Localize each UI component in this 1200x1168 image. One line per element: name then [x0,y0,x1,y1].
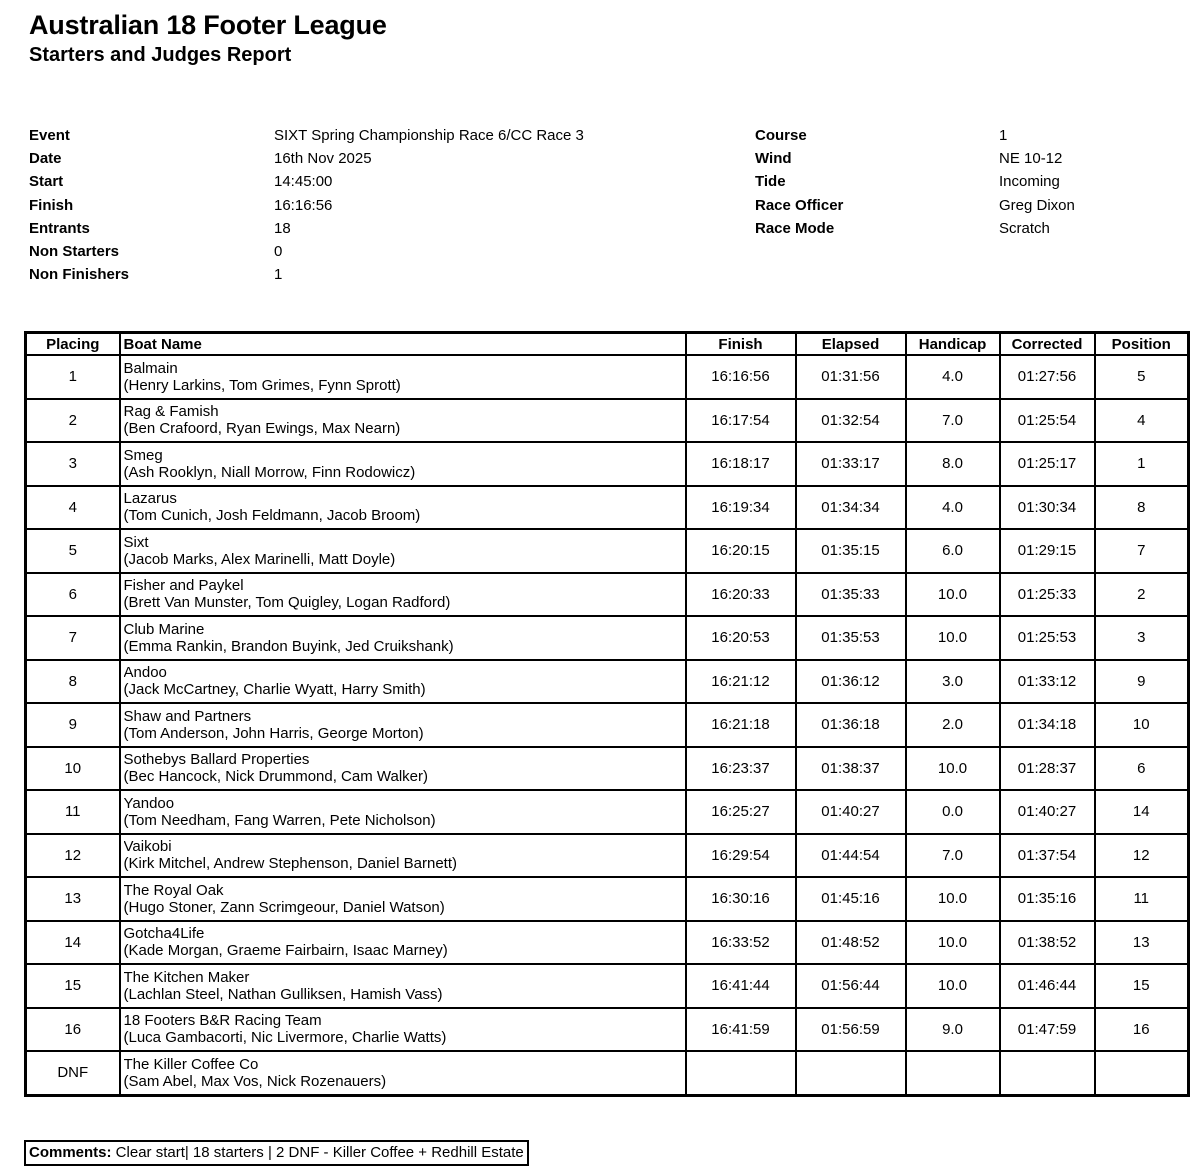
cell-elapsed: 01:48:52 [796,921,906,965]
cell-placing: 10 [26,747,120,791]
cell-corrected [1000,1051,1095,1095]
table-row [26,790,1189,834]
meta-value-finish: 16:16:56 [274,196,333,214]
cell-elapsed: 01:40:27 [796,790,906,834]
table-row [26,747,1189,791]
cell-position: 14 [1095,790,1189,834]
cell-finish: 16:41:59 [686,1008,796,1052]
table-row [26,1051,1189,1095]
boat-name: Sixt [123,533,149,551]
meta-value-date: 16th Nov 2025 [274,150,372,168]
cell-position: 11 [1095,877,1189,921]
meta-value-non-starters: 0 [274,242,283,260]
cell-elapsed [796,1051,906,1095]
boat-crew: (Lachlan Steel, Nathan Gulliksen, Hamish Vass) [123,985,443,1003]
boat-crew: (Brett Van Munster, Tom Quigley, Logan Radford) [123,594,451,612]
boat-name: Sothebys Ballard Properties [123,751,310,769]
boat-crew: (Emma Rankin, Brandon Buyink, Jed Cruikshank) [123,637,454,655]
meta-label-event: Event [29,127,70,144]
boat-crew: (Jacob Marks, Alex Marinelli, Matt Doyle) [123,550,396,568]
cell-elapsed: 01:44:54 [796,834,906,878]
boat-crew: (Henry Larkins, Tom Grimes, Fynn Sprott) [123,376,401,394]
cell-handicap: 7.0 [906,399,1000,443]
cell-handicap: 2.0 [906,703,1000,747]
cell-position: 12 [1095,834,1189,878]
cell-position: 3 [1095,616,1189,660]
cell-position: 1 [1095,442,1189,486]
cell-boat [120,877,686,921]
meta-label-tide: Tide [755,173,786,191]
boat-crew: (Tom Anderson, John Harris, George Morton) [123,724,424,742]
boat-crew: (Hugo Stoner, Zann Scrimgeour, Daniel Watson) [123,898,445,916]
col-header-finish: Finish [686,333,796,356]
cell-corrected: 01:33:12 [1000,660,1095,704]
boat-name: Balmain [123,359,178,377]
meta-label-race-officer: Race Officer [755,196,844,214]
meta-label-date: Date [29,150,62,168]
cell-elapsed: 01:36:12 [796,660,906,704]
cell-position: 8 [1095,486,1189,530]
cell-boat [120,399,686,443]
meta-value-race-mode: Scratch [999,219,1050,237]
cell-elapsed: 01:35:33 [796,573,906,617]
cell-placing: 3 [26,442,120,486]
cell-placing: 7 [26,616,120,660]
cell-placing: 15 [26,964,120,1008]
cell-handicap: 10.0 [906,921,1000,965]
boat-crew: (Tom Cunich, Josh Feldmann, Jacob Broom) [123,507,421,525]
cell-elapsed: 01:56:59 [796,1008,906,1052]
comments-text: Clear start| 18 starters | 2 DNF - Killer Coffee + Redhill Estate [111,1144,524,1161]
cell-boat [120,529,686,573]
cell-position: 4 [1095,399,1189,443]
cell-boat [120,355,686,399]
cell-boat [120,1051,686,1095]
cell-handicap: 4.0 [906,486,1000,530]
cell-corrected: 01:25:33 [1000,573,1095,617]
cell-corrected: 01:37:54 [1000,834,1095,878]
cell-boat [120,442,686,486]
meta-left-values [274,124,584,286]
cell-elapsed: 01:38:37 [796,747,906,791]
col-header-handicap: Handicap [906,333,1000,356]
table-row [26,355,1189,399]
table-row [26,1008,1189,1052]
boat-name: Gotcha4Life [123,925,205,943]
cell-elapsed: 01:32:54 [796,399,906,443]
cell-boat [120,660,686,704]
cell-handicap: 9.0 [906,1008,1000,1052]
cell-corrected: 01:25:54 [1000,399,1095,443]
col-header-placing: Placing [26,333,120,356]
meta-label-wind: Wind [755,150,792,168]
cell-placing: 12 [26,834,120,878]
boat-name: Fisher and Paykel [123,577,244,595]
comments-label: Comments: [29,1144,112,1161]
meta-value-non-finishers: 1 [274,266,283,284]
cell-boat [120,964,686,1008]
cell-placing: 11 [26,790,120,834]
cell-finish: 16:25:27 [686,790,796,834]
cell-finish: 16:21:18 [686,703,796,747]
cell-handicap: 10.0 [906,616,1000,660]
meta-label-course: Course [755,127,807,144]
boat-name: Yandoo [123,794,175,812]
table-row [26,964,1189,1008]
meta-right-labels [755,124,843,240]
cell-placing: 1 [26,355,120,399]
cell-handicap: 0.0 [906,790,1000,834]
comments-box [24,1140,529,1166]
table-row [26,703,1189,747]
cell-handicap: 10.0 [906,877,1000,921]
cell-finish: 16:41:44 [686,964,796,1008]
cell-handicap: 10.0 [906,747,1000,791]
boat-name: Lazarus [123,490,177,508]
cell-position [1095,1051,1189,1095]
cell-corrected: 01:27:56 [1000,355,1095,399]
cell-corrected: 01:47:59 [1000,1008,1095,1052]
cell-position: 10 [1095,703,1189,747]
cell-position: 6 [1095,747,1189,791]
cell-placing: 4 [26,486,120,530]
results-body [26,355,1189,1095]
cell-finish: 16:21:12 [686,660,796,704]
cell-handicap: 4.0 [906,355,1000,399]
boat-crew: (Bec Hancock, Nick Drummond, Cam Walker) [123,768,429,786]
meta-value-course: 1 [999,127,1008,144]
cell-corrected: 01:35:16 [1000,877,1095,921]
cell-corrected: 01:30:34 [1000,486,1095,530]
cell-placing: 2 [26,399,120,443]
boat-name: Shaw and Partners [123,707,252,725]
cell-position: 5 [1095,355,1189,399]
meta-value-wind: NE 10-12 [999,150,1063,168]
boat-name: Club Marine [123,620,205,638]
meta-label-entrants: Entrants [29,219,90,237]
meta-label-finish: Finish [29,196,74,214]
boat-name: The Royal Oak [123,881,224,899]
cell-finish: 16:17:54 [686,399,796,443]
boat-crew: (Jack McCartney, Charlie Wyatt, Harry Smith) [123,681,426,699]
cell-placing: 6 [26,573,120,617]
col-header-boat-name: Boat Name [120,333,686,356]
cell-corrected: 01:46:44 [1000,964,1095,1008]
table-row [26,486,1189,530]
table-row [26,921,1189,965]
boat-name: 18 Footers B&R Racing Team [123,1012,322,1030]
cell-elapsed: 01:36:18 [796,703,906,747]
cell-finish: 16:16:56 [686,355,796,399]
table-row [26,442,1189,486]
cell-elapsed: 01:34:34 [796,486,906,530]
meta-label-non-finishers: Non Finishers [29,266,130,284]
boat-crew: (Kirk Mitchel, Andrew Stephenson, Daniel Barnett) [123,855,457,873]
boat-name: Vaikobi [123,838,172,856]
boat-crew: (Sam Abel, Max Vos, Nick Rozenauers) [123,1072,387,1090]
cell-position: 15 [1095,964,1189,1008]
boat-name: The Kitchen Maker [123,968,250,986]
cell-handicap: 10.0 [906,573,1000,617]
cell-finish: 16:20:15 [686,529,796,573]
cell-finish [686,1051,796,1095]
cell-placing: 9 [26,703,120,747]
meta-value-tide: Incoming [999,173,1060,191]
cell-boat [120,486,686,530]
cell-corrected: 01:29:15 [1000,529,1095,573]
cell-placing: 16 [26,1008,120,1052]
cell-handicap: 3.0 [906,660,1000,704]
cell-finish: 16:20:33 [686,573,796,617]
table-row [26,660,1189,704]
meta-value-event: SIXT Spring Championship Race 6/CC Race 3 [274,127,584,144]
table-row [26,399,1189,443]
meta-value-start: 14:45:00 [274,173,333,191]
cell-handicap: 8.0 [906,442,1000,486]
cell-finish: 16:29:54 [686,834,796,878]
meta-value-race-officer: Greg Dixon [999,196,1075,214]
report-title: Australian 18 Footer League [29,10,387,40]
cell-placing: DNF [26,1051,120,1095]
cell-finish: 16:19:34 [686,486,796,530]
cell-position: 9 [1095,660,1189,704]
cell-placing: 14 [26,921,120,965]
cell-boat [120,921,686,965]
cell-boat [120,747,686,791]
table-row [26,573,1189,617]
boat-crew: (Luca Gambacorti, Nic Livermore, Charlie Watts) [123,1029,447,1047]
cell-placing: 8 [26,660,120,704]
cell-boat [120,1008,686,1052]
col-header-position: Position [1095,333,1189,356]
boat-name: Rag & Famish [123,403,219,421]
meta-label-race-mode: Race Mode [755,219,835,237]
report-subtitle: Starters and Judges Report [29,44,292,66]
cell-boat [120,703,686,747]
cell-corrected: 01:38:52 [1000,921,1095,965]
results-table [24,331,1190,1097]
col-header-corrected: Corrected [1000,333,1095,356]
cell-position: 7 [1095,529,1189,573]
boat-crew: (Ash Rooklyn, Niall Morrow, Finn Rodowicz) [123,463,416,481]
cell-elapsed: 01:56:44 [796,964,906,1008]
boat-name: Andoo [123,664,167,682]
cell-boat [120,790,686,834]
cell-boat [120,616,686,660]
boat-crew: (Tom Needham, Fang Warren, Pete Nicholson) [123,811,436,829]
cell-elapsed: 01:31:56 [796,355,906,399]
cell-corrected: 01:28:37 [1000,747,1095,791]
cell-handicap: 7.0 [906,834,1000,878]
cell-corrected: 01:40:27 [1000,790,1095,834]
cell-finish: 16:18:17 [686,442,796,486]
table-row [26,529,1189,573]
cell-placing: 13 [26,877,120,921]
meta-label-start: Start [29,173,64,191]
table-header-row [26,333,1189,356]
meta-left-labels [29,124,129,286]
cell-handicap: 6.0 [906,529,1000,573]
cell-corrected: 01:34:18 [1000,703,1095,747]
cell-elapsed: 01:45:16 [796,877,906,921]
cell-elapsed: 01:35:53 [796,616,906,660]
cell-finish: 16:30:16 [686,877,796,921]
boat-crew: (Kade Morgan, Graeme Fairbairn, Isaac Marney) [123,942,448,960]
col-header-elapsed: Elapsed [796,333,906,356]
boat-crew: (Ben Crafoord, Ryan Ewings, Max Nearn) [123,420,401,438]
meta-value-entrants: 18 [274,219,291,237]
cell-finish: 16:20:53 [686,616,796,660]
cell-finish: 16:23:37 [686,747,796,791]
cell-boat [120,573,686,617]
boat-name: The Killer Coffee Co [123,1055,259,1073]
cell-position: 16 [1095,1008,1189,1052]
cell-position: 2 [1095,573,1189,617]
cell-finish: 16:33:52 [686,921,796,965]
cell-placing: 5 [26,529,120,573]
cell-elapsed: 01:35:15 [796,529,906,573]
cell-handicap: 10.0 [906,964,1000,1008]
table-row [26,834,1189,878]
cell-elapsed: 01:33:17 [796,442,906,486]
table-row [26,616,1189,660]
cell-position: 13 [1095,921,1189,965]
cell-corrected: 01:25:53 [1000,616,1095,660]
meta-right-values [999,124,1075,240]
cell-corrected: 01:25:17 [1000,442,1095,486]
meta-label-non-starters: Non Starters [29,242,120,260]
cell-boat [120,834,686,878]
cell-handicap [906,1051,1000,1095]
boat-name: Smeg [123,446,163,464]
table-row [26,877,1189,921]
